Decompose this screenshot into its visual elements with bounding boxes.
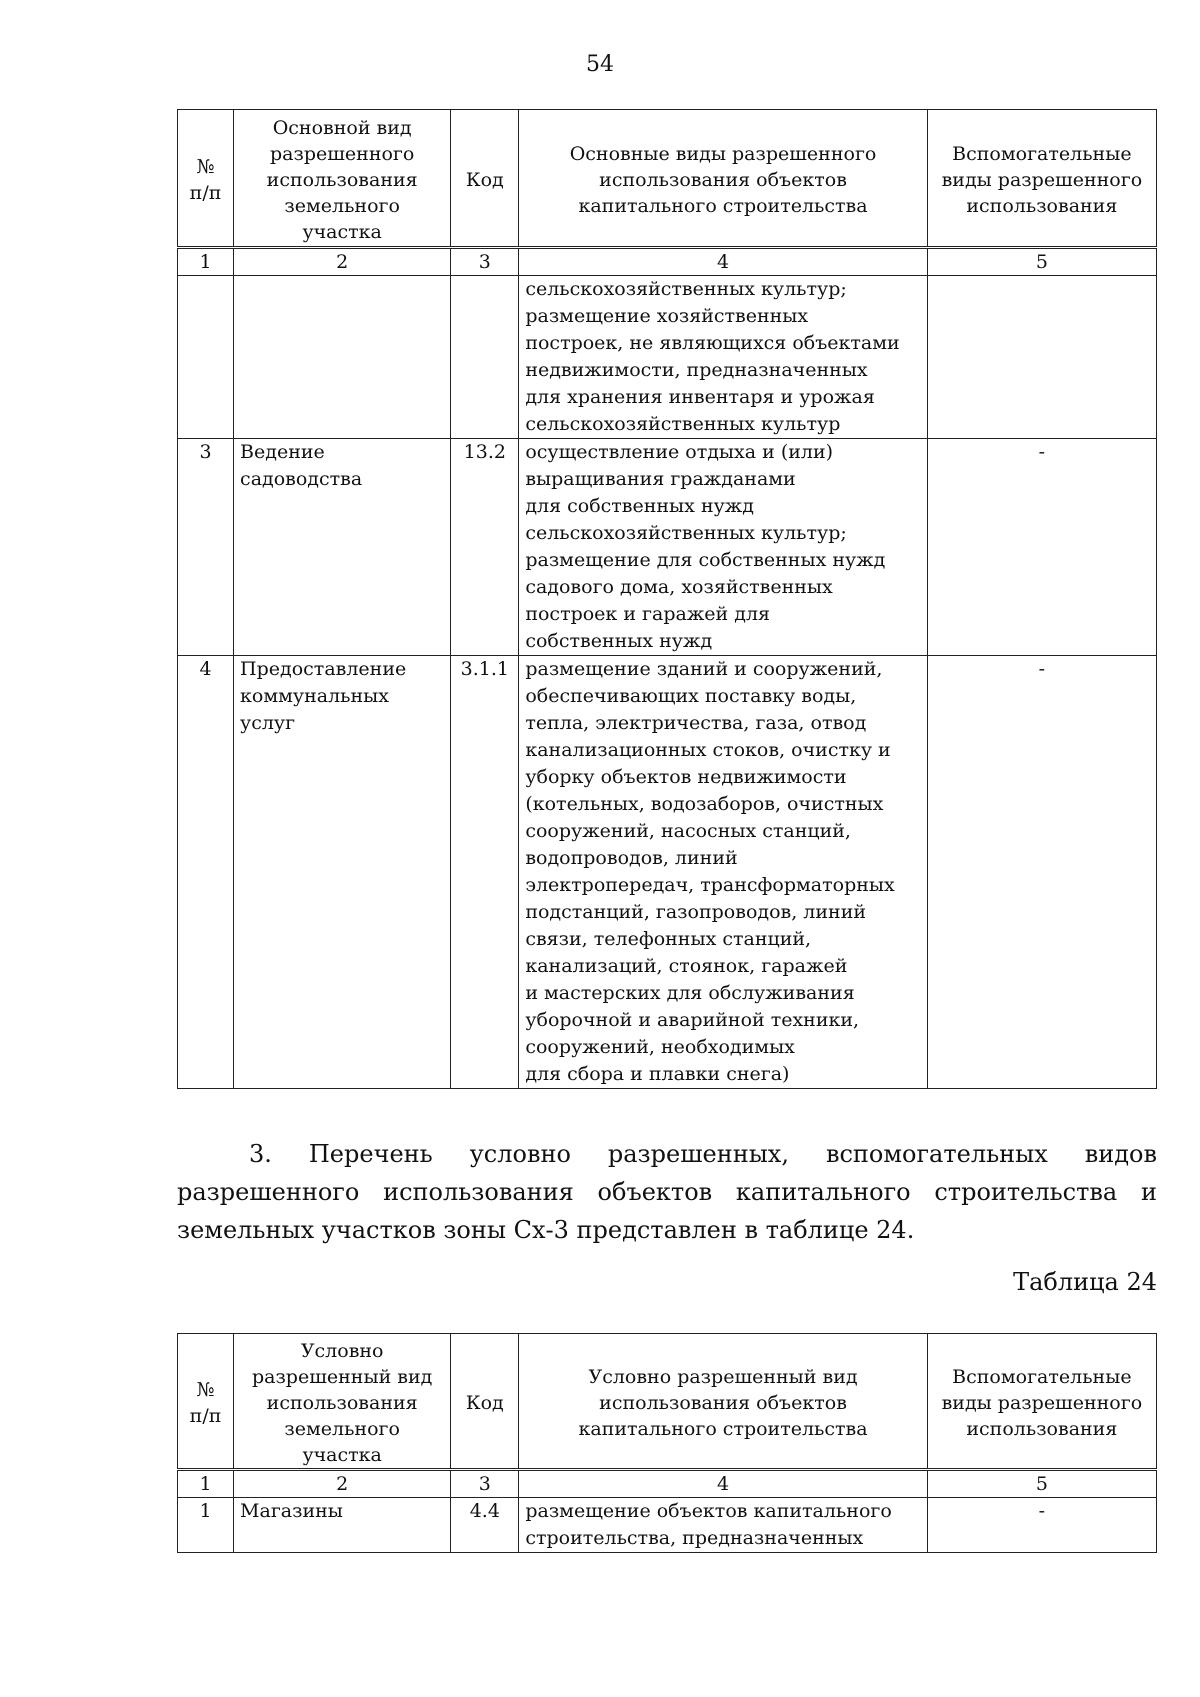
row-number: [178, 656, 234, 1089]
cell-line: сооружений, насосных станций,: [525, 820, 851, 842]
cell-line: канализаций, стоянок, гаражей: [525, 955, 848, 977]
cell-line: участка: [302, 1444, 382, 1466]
cell-line: использования: [266, 1392, 418, 1414]
header-auxiliary-use: [927, 110, 1156, 248]
cell-line: Основные виды разрешенного: [569, 143, 877, 165]
cell-line: участка: [302, 221, 382, 243]
cell-line: использования: [966, 1418, 1118, 1440]
cell-line: построек, не являющихся объектами: [525, 332, 900, 354]
cell-line: капитального строительства: [578, 195, 868, 217]
column-number: 4: [519, 1470, 927, 1498]
cell-line: водопроводов, линий: [525, 847, 738, 869]
cell-line: -: [1038, 1500, 1046, 1522]
cell-line: размещение зданий и сооружений,: [525, 658, 883, 680]
column-number-row: [178, 1470, 1157, 1498]
land-use-type: [234, 439, 451, 656]
cell-line: -: [1038, 441, 1046, 463]
cell-line: подстанций, газопроводов, линий: [525, 901, 867, 923]
cell-line: 3.1.1: [460, 658, 509, 680]
cell-line: -: [1038, 658, 1046, 680]
header-construction-use: [519, 110, 927, 248]
header-num: [178, 1334, 234, 1470]
cell-line: Вспомогательные: [952, 1366, 1132, 1388]
header-land-use-type: [234, 110, 451, 248]
cell-line: капитального строительства: [578, 1418, 868, 1440]
cell-line: виды разрешенного: [941, 1392, 1143, 1414]
row-number: [178, 439, 234, 656]
column-number: 2: [234, 248, 451, 276]
column-number: 1: [178, 1470, 234, 1498]
land-use-type: [234, 276, 451, 439]
cell-line: использования объектов: [599, 169, 847, 191]
column-number: 5: [927, 248, 1156, 276]
cell-line: 13.2: [463, 441, 506, 463]
cell-line: Ведение: [240, 441, 325, 463]
cell-line: 1: [199, 1500, 212, 1522]
column-number: 5: [927, 1470, 1156, 1498]
header-code: [451, 1334, 519, 1470]
construction-use-description: [519, 439, 927, 656]
table-header-row: [178, 110, 1157, 248]
cell-line: использования объектов: [599, 1392, 847, 1414]
cell-line: Условно: [300, 1340, 384, 1362]
auxiliary-use: [927, 439, 1156, 656]
cell-line: №: [196, 156, 215, 178]
cell-line: садоводства: [240, 468, 363, 490]
cell-line: выращивания гражданами: [525, 468, 796, 490]
cell-line: обеспечивающих поставку воды,: [525, 685, 857, 707]
cell-line: п/п: [189, 1405, 222, 1427]
cell-line: недвижимости, предназначенных: [525, 359, 868, 381]
header-construction-use: [519, 1334, 927, 1470]
row-number: [178, 1498, 234, 1553]
cell-line: для хранения инвентаря и урожая: [525, 386, 875, 408]
cell-line: услуг: [240, 712, 296, 734]
cell-line: построек и гаражей для: [525, 603, 770, 625]
cell-line: виды разрешенного: [941, 169, 1143, 191]
cell-line: осуществление отдыха и (или): [525, 441, 834, 463]
construction-use-description: [519, 656, 927, 1089]
cell-line: разрешенного: [269, 143, 415, 165]
table-row: [178, 656, 1157, 1089]
cell-line: размещение объектов капитального: [525, 1500, 892, 1522]
cell-line: уборочной и аварийной техники,: [525, 1009, 860, 1031]
cell-line: коммунальных: [240, 685, 390, 707]
auxiliary-use: [927, 276, 1156, 439]
header-land-use-type: [234, 1334, 451, 1470]
cell-line: и мастерских для обслуживания: [525, 982, 855, 1004]
cell-line: сельскохозяйственных культур: [525, 413, 841, 435]
cell-line: размещение для собственных нужд: [525, 549, 886, 571]
table-row: [178, 439, 1157, 656]
cell-line: Вспомогательные: [952, 143, 1132, 165]
cell-line: использования: [966, 195, 1118, 217]
cell-line: Условно разрешенный вид: [588, 1366, 858, 1388]
cell-line: для сбора и плавки снега): [525, 1063, 790, 1085]
section-paragraph: [177, 1135, 1157, 1249]
cell-line: 3: [199, 441, 212, 463]
column-number: 4: [519, 248, 927, 276]
construction-use-description: [519, 1498, 927, 1553]
paragraph-text: 3. Перечень условно разрешенных, вспомогательных видов разрешенного использования объектов капитального строительства и земельных участков зоны Сх-3 представлен в таблице 24.: [177, 1140, 1157, 1244]
cell-line: 4: [199, 658, 212, 680]
cell-line: электропередач, трансформаторных: [525, 874, 895, 896]
conditional-use-table: [177, 1333, 1157, 1553]
cell-line: Код: [465, 1392, 504, 1414]
cell-line: сооружений, необходимых: [525, 1036, 795, 1058]
row-number: [178, 276, 234, 439]
table-row: [178, 276, 1157, 439]
cell-line: Основной вид: [272, 117, 412, 139]
cell-line: использования: [266, 169, 418, 191]
column-number: 3: [451, 1470, 519, 1498]
cell-line: тепла, электричества, газа, отвод: [525, 712, 867, 734]
use-code: [451, 1498, 519, 1553]
header-code: [451, 110, 519, 248]
cell-line: Предоставление: [240, 658, 407, 680]
cell-line: уборку объектов недвижимости: [525, 766, 847, 788]
cell-line: 4.4: [469, 1500, 500, 1522]
cell-line: разрешенный вид: [251, 1366, 433, 1388]
cell-line: строительства, предназначенных: [525, 1527, 864, 1549]
cell-line: Код: [465, 169, 504, 191]
header-auxiliary-use: [927, 1334, 1156, 1470]
cell-line: собственных нужд: [525, 630, 713, 652]
use-code: [451, 656, 519, 1089]
use-code: [451, 276, 519, 439]
land-use-type: [234, 1498, 451, 1553]
table-caption: Таблица 24: [1013, 1268, 1157, 1296]
cell-line: п/п: [189, 182, 222, 204]
auxiliary-use: [927, 1498, 1156, 1553]
use-code: [451, 439, 519, 656]
land-use-table: [177, 109, 1157, 1089]
table-row: [178, 1498, 1157, 1553]
cell-line: №: [196, 1379, 215, 1401]
land-use-type: [234, 656, 451, 1089]
column-number: 3: [451, 248, 519, 276]
table-header-row: [178, 1334, 1157, 1470]
auxiliary-use: [927, 656, 1156, 1089]
cell-line: связи, телефонных станций,: [525, 928, 812, 950]
header-num: [178, 110, 234, 248]
column-number: 2: [234, 1470, 451, 1498]
cell-line: (котельных, водозаборов, очистных: [525, 793, 884, 815]
cell-line: сельскохозяйственных культур;: [525, 522, 847, 544]
column-number-row: [178, 248, 1157, 276]
cell-line: сельскохозяйственных культур;: [525, 278, 847, 300]
cell-line: Магазины: [240, 1500, 343, 1522]
column-number: 1: [178, 248, 234, 276]
cell-line: канализационных стоков, очистку и: [525, 739, 891, 761]
cell-line: земельного: [284, 195, 400, 217]
cell-line: для собственных нужд: [525, 495, 754, 517]
page-number: 54: [586, 52, 614, 77]
cell-line: садового дома, хозяйственных: [525, 576, 833, 598]
cell-line: размещение хозяйственных: [525, 305, 809, 327]
cell-line: земельного: [284, 1418, 400, 1440]
construction-use-description: [519, 276, 927, 439]
